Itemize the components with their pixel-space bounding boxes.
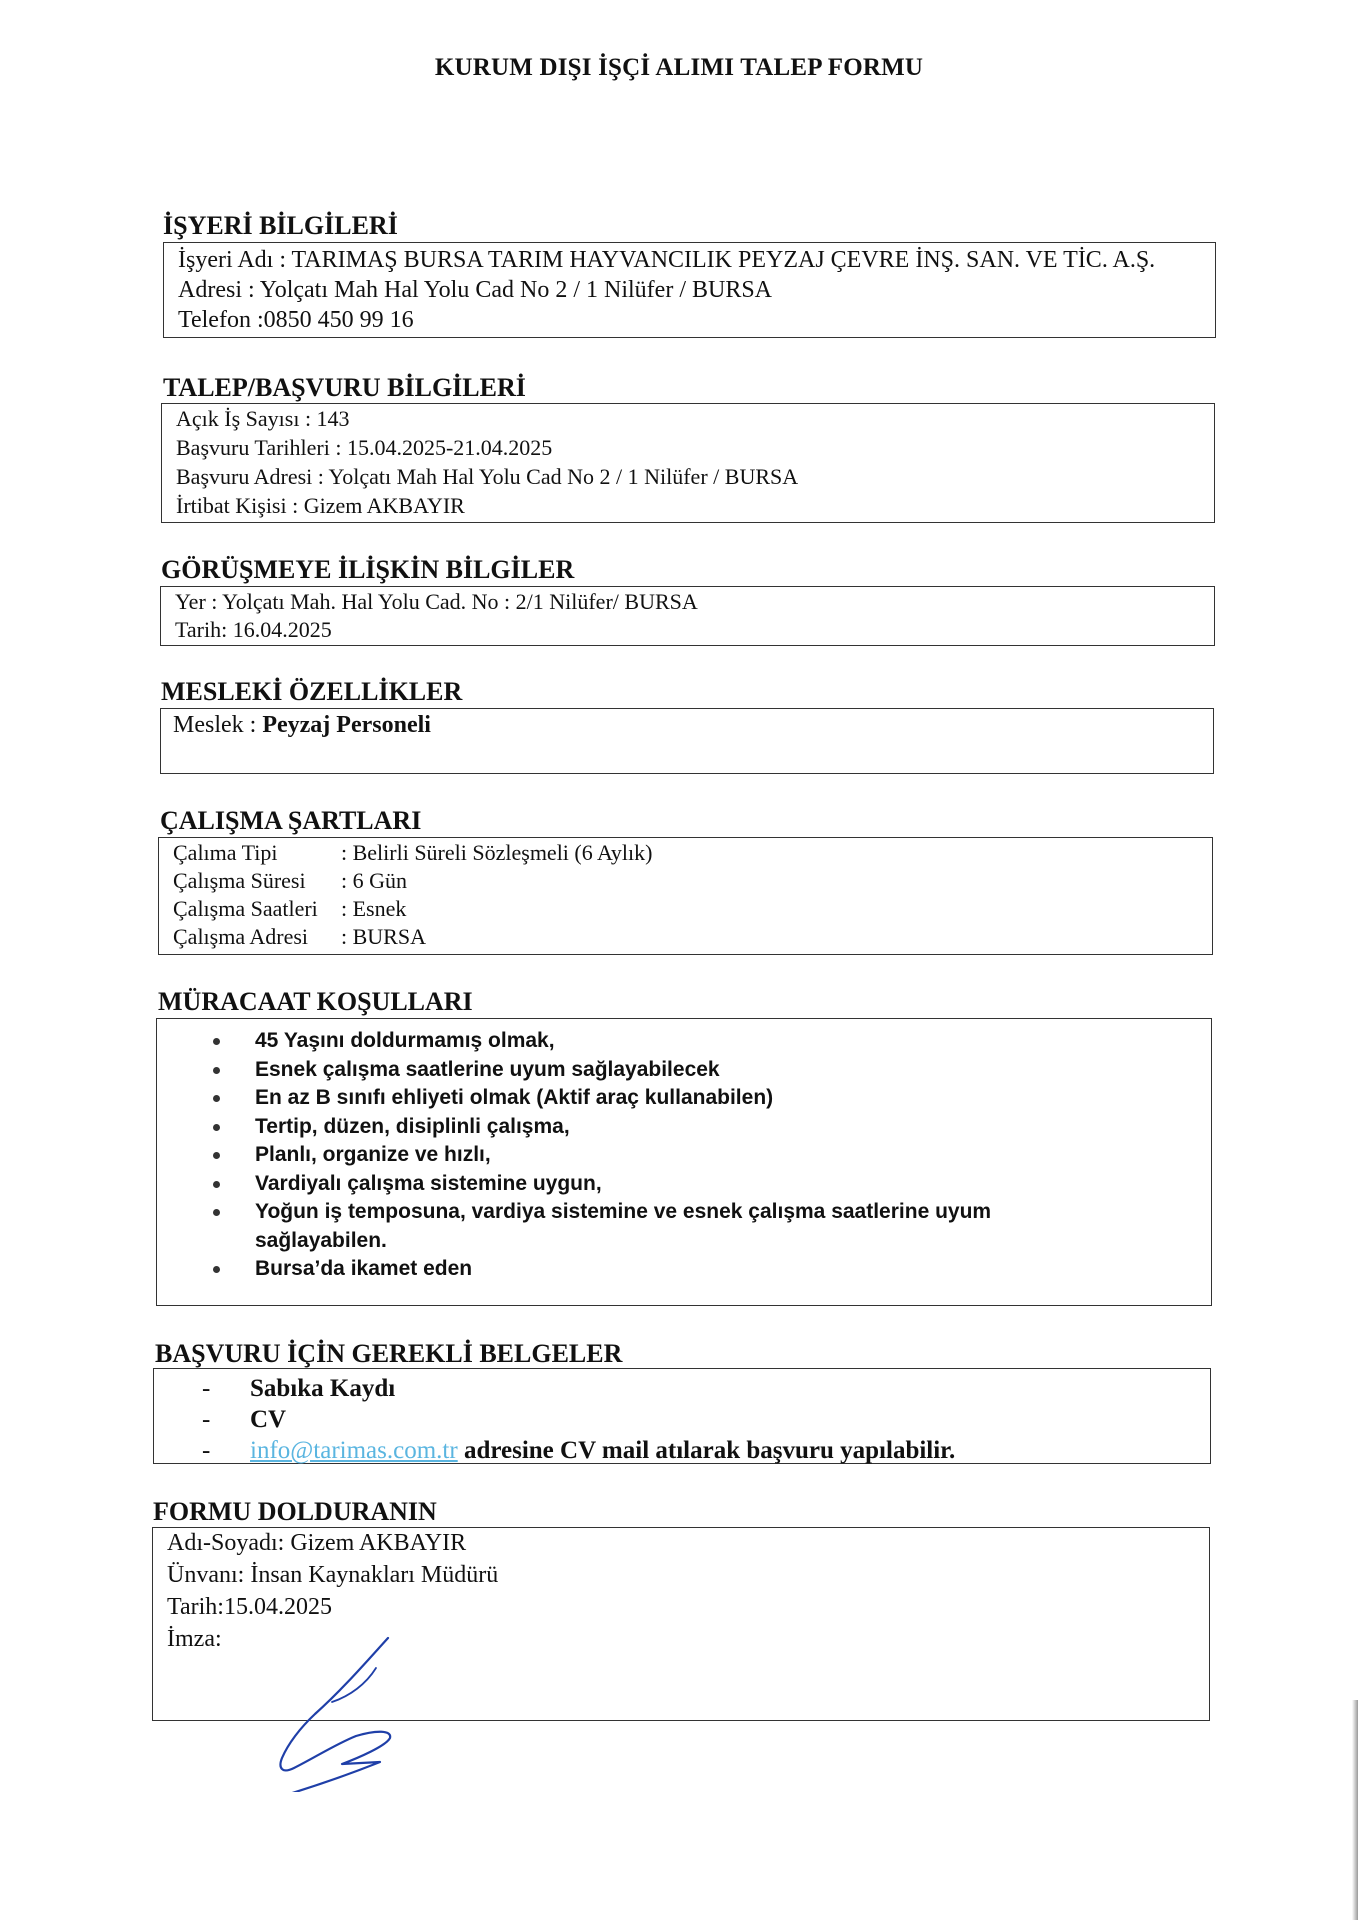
dash-marker: - [202, 1406, 211, 1433]
meslek-box [160, 708, 1214, 774]
section-heading-talep: TALEP/BAŞVURU BİLGİLERİ [163, 373, 526, 402]
isyeri-adi: İşyeri Adı : TARIMAŞ BURSA TARIM HAYVANCILIK PEYZAJ ÇEVRE İNŞ. SAN. VE TİC. A.Ş. [178, 247, 1156, 273]
gorusme-yer: Yer : Yolçatı Mah. Hal Yolu Cad. No : 2/1 Nilüfer/ BURSA [175, 589, 698, 614]
isyeri-box [163, 242, 1216, 338]
list-item [202, 1435, 955, 1466]
dash-marker: - [202, 1375, 211, 1402]
calisma-tipi-value: : Belirli Süreli Sözleşmeli (6 Aylık) [341, 840, 653, 865]
bullet-icon [213, 1067, 220, 1074]
section-heading-muracaat: MÜRACAAT KOŞULLARI [158, 987, 473, 1016]
bullet-icon [213, 1038, 220, 1045]
bullet-icon [213, 1181, 220, 1188]
bullet-icon [213, 1266, 220, 1273]
gorusme-box [160, 586, 1215, 646]
belgeler-list [202, 1373, 955, 1466]
list-item: Esnek çalışma saatlerine uyum sağlayabilecek [213, 1056, 991, 1085]
bullet-icon [213, 1152, 220, 1159]
signature-image [270, 1632, 410, 1792]
talep-box [161, 403, 1215, 523]
list-item: En az B sınıfı ehliyeti olmak (Aktif araç kullanabilen) [213, 1084, 991, 1113]
dolduran-tarih: Tarih:15.04.2025 [167, 1594, 332, 1620]
calisma-suresi-value: : 6 Gün [341, 868, 407, 893]
calisma-box [158, 837, 1213, 955]
calisma-saatleri-label: Çalışma Saatleri [173, 896, 318, 921]
bullet-icon [213, 1095, 220, 1102]
section-heading-gorusme: GÖRÜŞMEYE İLİŞKİN BİLGİLER [161, 555, 575, 584]
calisma-tipi-label: Çalıma Tipi [173, 840, 278, 865]
muracaat-list [213, 1027, 991, 1284]
imza-label: İmza: [167, 1626, 222, 1652]
calisma-saatleri-value: : Esnek [341, 896, 407, 921]
page-edge-shadow [1352, 1700, 1358, 1920]
unvani: Ünvanı: İnsan Kaynakları Müdürü [167, 1562, 499, 1588]
list-item: Tertip, düzen, disiplinli çalışma, [213, 1113, 991, 1142]
irtibat-kisisi: İrtibat Kişisi : Gizem AKBAYIR [176, 493, 465, 518]
calisma-suresi-label: Çalışma Süresi [173, 868, 306, 893]
section-heading-calisma: ÇALIŞMA ŞARTLARI [160, 806, 422, 835]
bullet-icon [213, 1124, 220, 1131]
acik-is-sayisi: Açık İş Sayısı : 143 [176, 406, 350, 431]
bullet-icon [213, 1209, 220, 1216]
adi-soyadi: Adı-Soyadı: Gizem AKBAYIR [167, 1530, 467, 1556]
meslek-line [173, 712, 431, 739]
form-title: KURUM DIŞI İŞÇİ ALIMI TALEP FORMU [434, 54, 924, 81]
basvuru-adresi: Başvuru Adresi : Yolçatı Mah Hal Yolu Cad No 2 / 1 Nilüfer / BURSA [176, 464, 799, 489]
email-link[interactable]: info@tarimas.com.tr [250, 1437, 458, 1464]
list-item: Planlı, organize ve hızlı, [213, 1141, 991, 1170]
section-heading-dolduran: FORMU DOLDURANIN [153, 1497, 437, 1526]
belgeler-box [153, 1368, 1211, 1464]
calisma-adresi-value: : BURSA [341, 924, 426, 949]
list-item: Bursa’da ikamet eden [213, 1255, 991, 1284]
list-item: - Sabıka Kaydı [202, 1375, 396, 1402]
list-item: 45 Yaşını doldurmamış olmak, [213, 1027, 991, 1056]
muracaat-box [156, 1018, 1212, 1306]
email-suffix: adresine CV mail atılarak başvuru yapılabilir. [457, 1437, 956, 1464]
dash-marker: - [202, 1437, 211, 1464]
isyeri-adresi: Adresi : Yolçatı Mah Hal Yolu Cad No 2 / 1 Nilüfer / BURSA [178, 277, 773, 303]
list-item: - CV [202, 1406, 287, 1433]
isyeri-telefon: Telefon :0850 450 99 16 [178, 307, 414, 333]
calisma-adresi-label: Çalışma Adresi [173, 924, 309, 949]
basvuru-tarihleri: Başvuru Tarihleri : 15.04.2025-21.04.2025 [176, 435, 553, 460]
list-item: Yoğun iş temposuna, vardiya sistemine ve esnek çalışma saatlerine uyum sağlayabilen. [213, 1198, 991, 1255]
meslek-value: Peyzaj Personeli [262, 712, 431, 738]
gorusme-tarih: Tarih: 16.04.2025 [175, 617, 332, 642]
meslek-label: Meslek : [173, 712, 263, 738]
section-heading-meslek: MESLEKİ ÖZELLİKLER [161, 677, 463, 706]
section-heading-belgeler: BAŞVURU İÇİN GEREKLİ BELGELER [155, 1339, 623, 1368]
section-heading-isyeri: İŞYERİ BİLGİLERİ [163, 211, 398, 240]
list-item: Vardiyalı çalışma sistemine uygun, [213, 1170, 991, 1199]
